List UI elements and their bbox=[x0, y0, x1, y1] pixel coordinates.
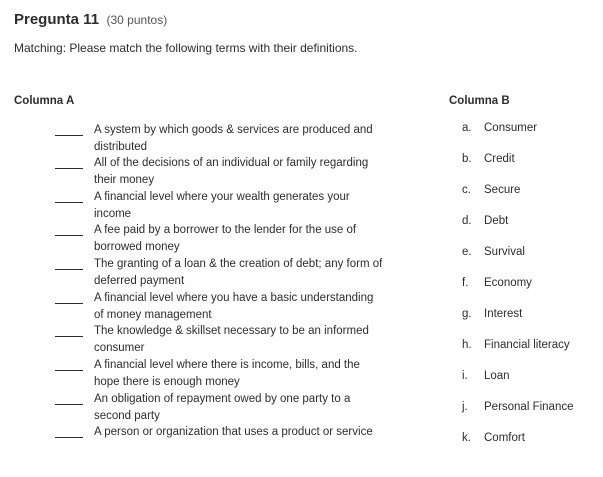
term-text: An obligation of repayment owed by one party to a second party bbox=[94, 393, 351, 422]
answer-blank[interactable] bbox=[55, 336, 83, 337]
question-instructions: Matching: Please match the following terms with their definitions. bbox=[14, 41, 358, 55]
definition-text: Personal Finance bbox=[484, 401, 574, 413]
definition-item bbox=[462, 215, 508, 231]
definition-text: Secure bbox=[484, 184, 521, 196]
definition-letter: b. bbox=[462, 153, 472, 165]
term-row bbox=[0, 424, 440, 458]
term-text: A financial level where you have a basic understanding of money management bbox=[94, 292, 374, 321]
definition-item bbox=[462, 401, 574, 417]
definition-letter: h. bbox=[462, 339, 472, 351]
definition-text: Loan bbox=[484, 370, 510, 382]
answer-blank[interactable] bbox=[55, 202, 83, 203]
definition-item bbox=[462, 370, 510, 386]
term-row bbox=[0, 222, 440, 256]
answer-blank[interactable] bbox=[55, 235, 83, 236]
term-text: A financial level where your wealth generates your income bbox=[94, 191, 350, 220]
definition-letter: g. bbox=[462, 308, 472, 320]
answer-blank[interactable] bbox=[55, 269, 83, 270]
answer-blank[interactable] bbox=[55, 404, 83, 405]
definition-text: Comfort bbox=[484, 432, 525, 444]
definition-letter: d. bbox=[462, 215, 472, 227]
definition-item bbox=[462, 184, 520, 200]
term-text: All of the decisions of an individual or family regarding their money bbox=[94, 157, 369, 186]
definition-letter: e. bbox=[462, 246, 472, 258]
answer-blank[interactable] bbox=[55, 303, 83, 304]
column-a-header: Columna A bbox=[14, 95, 75, 107]
definition-text: Debt bbox=[484, 215, 509, 227]
question-header bbox=[14, 11, 167, 29]
definition-letter: f. bbox=[462, 277, 469, 289]
term-row bbox=[0, 290, 440, 324]
definition-letter: k. bbox=[462, 432, 471, 444]
term-row bbox=[0, 155, 440, 189]
term-text: A fee paid by a borrower to the lender for the use of borrowed money bbox=[94, 224, 357, 253]
answer-blank[interactable] bbox=[55, 370, 83, 371]
definition-item bbox=[462, 308, 522, 324]
term-row bbox=[0, 357, 440, 391]
definition-text: Consumer bbox=[484, 122, 538, 134]
definition-item bbox=[462, 246, 525, 262]
definition-item bbox=[462, 122, 537, 138]
term-text: A financial level where there is income, bills, and the hope there is enough money bbox=[94, 359, 360, 388]
definition-letter: c. bbox=[462, 184, 471, 196]
answer-blank[interactable] bbox=[55, 437, 83, 438]
definition-letter: a. bbox=[462, 122, 472, 134]
term-text: A person or organization that uses a product or service bbox=[94, 426, 373, 438]
term-row bbox=[0, 391, 440, 425]
question-title: Pregunta 11 bbox=[14, 11, 100, 28]
definition-item bbox=[462, 153, 515, 169]
definition-letter: j. bbox=[462, 401, 468, 413]
term-text: A system by which goods & services are produced and distributed bbox=[94, 124, 373, 153]
question-points: (30 puntos) bbox=[106, 13, 168, 27]
definition-text: Financial literacy bbox=[484, 339, 570, 351]
term-row bbox=[0, 122, 440, 156]
term-row bbox=[0, 323, 440, 357]
definition-text: Survival bbox=[484, 246, 525, 258]
answer-blank[interactable] bbox=[55, 135, 83, 136]
definition-item bbox=[462, 432, 525, 448]
definition-item bbox=[462, 277, 532, 293]
definition-text: Interest bbox=[484, 308, 523, 320]
term-row bbox=[0, 256, 440, 290]
definition-text: Credit bbox=[484, 153, 515, 165]
column-b-header: Columna B bbox=[449, 95, 510, 107]
answer-blank[interactable] bbox=[55, 168, 83, 169]
definition-letter: i. bbox=[462, 370, 468, 382]
definition-item bbox=[462, 339, 570, 355]
term-text: The granting of a loan & the creation of debt; any form of deferred payment bbox=[94, 258, 383, 287]
definition-text: Economy bbox=[484, 277, 532, 289]
term-text: The knowledge & skillset necessary to be an informed consumer bbox=[94, 325, 369, 354]
term-row bbox=[0, 189, 440, 223]
